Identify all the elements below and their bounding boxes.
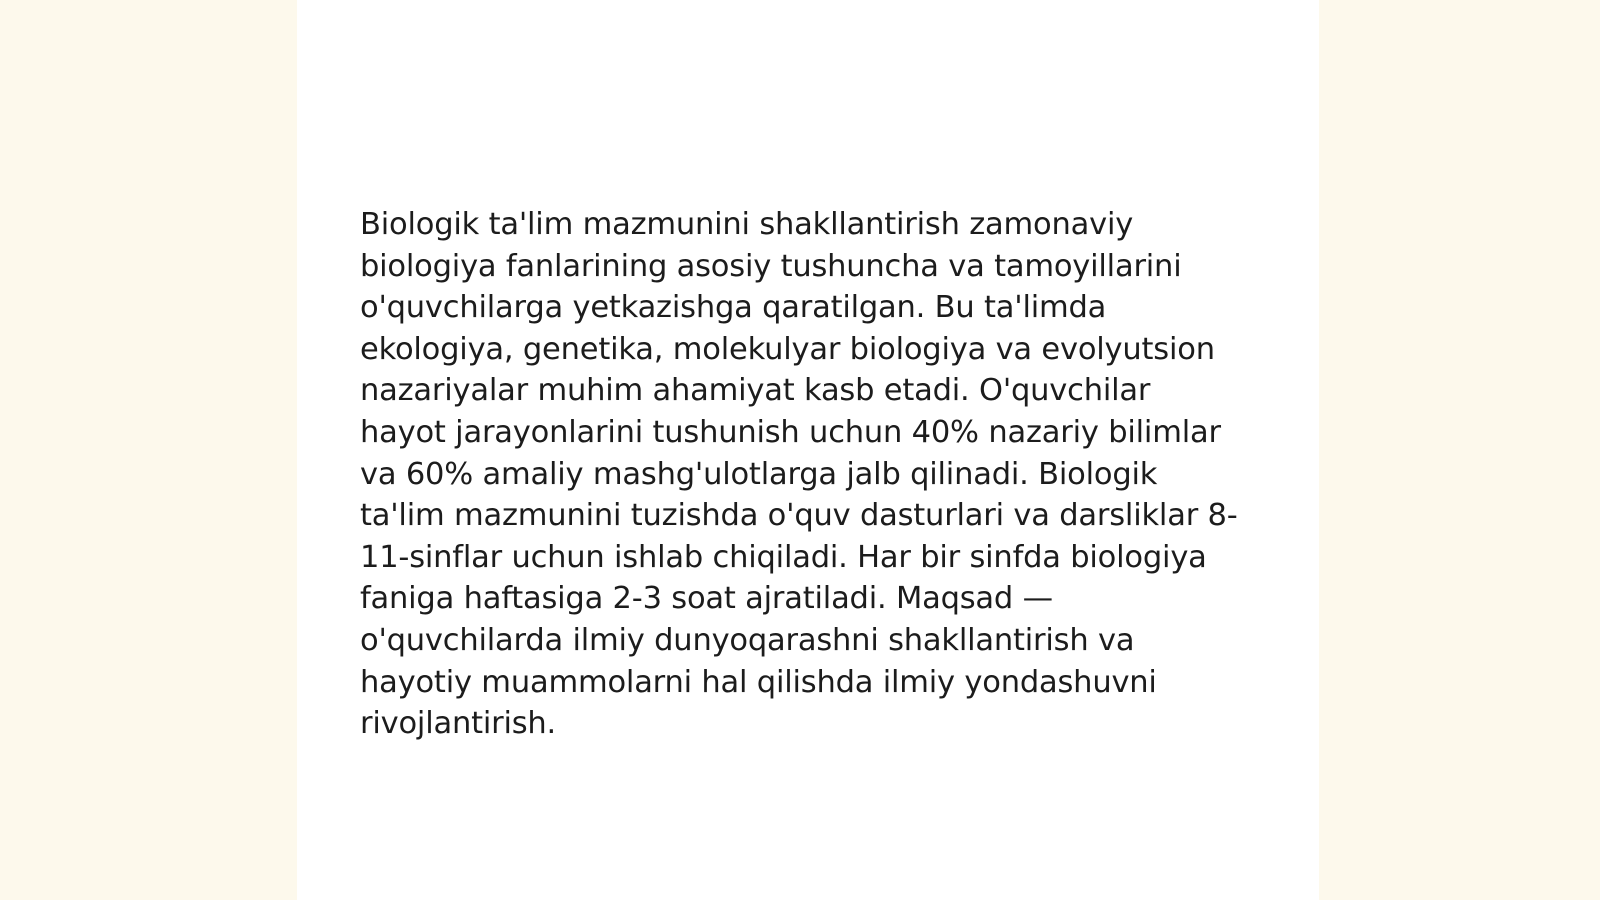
- document-page: [297, 0, 1319, 900]
- body-paragraph: Biologik ta'lim mazmunini shakllantirish zamonaviy biologiya fanlarining asosiy tushuncha va tamoyillarini o'quvchilarga yetkazishga qaratilgan. Bu ta'limda ekologiya, genetika, molekulyar biologiya va evolyutsion nazariyalar muhim ahamiyat kasb etadi. O'quvchilar hayot jarayonlarini tushunish uchun 40% nazariy bilimlar va 60% amaliy mashg'ulotlarga jalb qilinadi. Biologik ta'lim mazmunini tuzishda o'quv dasturlari va darsliklar 8-11-sinflar uchun ishlab chiqiladi. Har bir sinfda biologiya faniga haftasiga 2-3 soat ajratiladi. Maqsad — o'quvchilarda ilmiy dunyoqarashni shakllantirish va hayotiy muammolarni hal qilishda ilmiy yondashuvni rivojlantirish.: [360, 207, 1238, 742]
